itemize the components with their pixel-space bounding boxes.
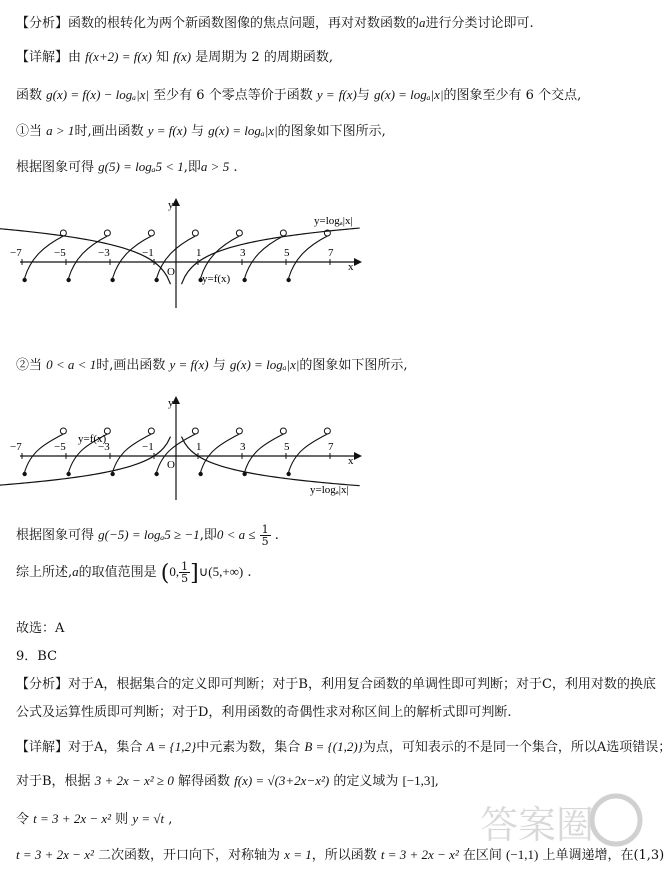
closed-point — [286, 278, 290, 282]
period-3: . — [247, 565, 252, 580]
case2-result-line — [16, 522, 646, 549]
q9-t-end: 在区间 — [462, 848, 502, 863]
summary-line — [16, 558, 646, 588]
text-func: 函数 — [16, 88, 43, 103]
period-1: . — [233, 160, 238, 175]
analysis-tag: 【分析】 — [16, 16, 69, 31]
open-point — [60, 428, 66, 434]
y-eq-f-2: y = f(x) — [169, 357, 209, 372]
y-axis-label: y — [168, 199, 174, 211]
tick-label: −5 — [54, 441, 66, 453]
tick-label: −7 — [10, 441, 22, 453]
case1-line — [16, 122, 646, 141]
f-branch — [245, 434, 284, 472]
text-zhi: 知 — [155, 50, 169, 65]
detail-line-1 — [16, 48, 646, 67]
fraction-one-fifth-2 — [179, 561, 190, 584]
summary-a: a — [72, 564, 79, 579]
y-eq-f: y = f(x) — [147, 123, 187, 138]
intersect-text: 的图象至少有 6 个交点, — [443, 88, 582, 103]
case2-end: 的图象如下图所示, — [299, 358, 408, 373]
q9-then: 则 — [115, 812, 129, 827]
y-eq: y = — [316, 87, 335, 102]
q9-a-mid: 中元素为数，集合 — [196, 740, 301, 755]
case2-mid: 时,画出函数 — [96, 358, 166, 373]
analysis-text: 函数的根转化为两个新函数图像的焦点问题，再对对数函数的 — [68, 16, 420, 31]
fx-2: f(x) — [338, 87, 357, 102]
summary-zero: 0, — [169, 564, 180, 579]
tick-label: 1 — [196, 441, 202, 453]
case1-end: 的图象如下图所示, — [277, 124, 386, 139]
tick-label: −5 — [54, 247, 66, 259]
tick-label: 7 — [328, 247, 334, 259]
tick-label: 5 — [284, 441, 290, 453]
f-branch — [289, 434, 328, 472]
case1-result-line — [16, 158, 646, 177]
q9-analysis-2: 公式及运算性质即可判断；对于D，利用函数的奇偶性求对称区间上的解析式即可判断. — [16, 705, 512, 720]
chart-case-a-gt-1 — [10, 196, 376, 316]
tick-label: 3 — [240, 441, 246, 453]
var-a: a — [419, 15, 426, 30]
q9-let: 令 — [16, 812, 30, 827]
x-axis-label: x — [348, 261, 354, 273]
q9-analysis-text: 对于A，根据集合的定义即可判断；对于B，利用复合函数的单调性即可判断；对于C，利用对数的换底 — [68, 677, 656, 692]
case1-result-math: g(5) = logₐ5 < 1 — [98, 159, 184, 174]
q9-b-mid2: 的定义域为 — [333, 774, 399, 789]
x-axis-label: x — [348, 455, 354, 467]
f-branch — [289, 236, 328, 278]
q9-a-prefix: 对于A，集合 — [68, 740, 143, 755]
case1-result-a: a > 5 — [200, 159, 230, 174]
text-and: 与 — [356, 88, 370, 103]
q9-analysis-1 — [16, 676, 656, 694]
q9-comma: , — [168, 812, 173, 827]
q9-a-end: 为点，可知表示的不是同一个集合，所以A选项错误； — [362, 740, 671, 755]
tick-label: 1 — [196, 247, 202, 259]
closed-point — [66, 278, 70, 282]
q9-b-mid: 解得函数 — [177, 774, 230, 789]
closed-point — [198, 472, 202, 476]
case1-result-mid: ,即 — [183, 160, 201, 175]
set-b: B = {(1,2)} — [304, 739, 363, 754]
summary-prefix: 综上所述, — [16, 565, 73, 580]
closed-point — [22, 472, 26, 476]
tick-label: 7 — [328, 441, 334, 453]
q9-title: 9．BC — [16, 649, 58, 664]
q9-b-prefix: 对于B，根据 — [16, 774, 91, 789]
fx: f(x) — [173, 49, 192, 64]
frac-den: 5 — [261, 535, 269, 548]
origin-label: O — [167, 266, 175, 278]
tick-label: −3 — [98, 247, 110, 259]
frac-den-2: 5 — [181, 572, 189, 585]
q9-domain: [−1,3] — [402, 773, 435, 788]
log-curve-label: y=logₐ|x| — [314, 215, 353, 227]
watermark-text: 答案圈 — [480, 803, 595, 847]
open-point — [280, 230, 286, 236]
case2-prefix: ②当 — [16, 358, 43, 373]
log-curve-label: y=logₐ|x| — [310, 484, 349, 496]
open-point — [192, 230, 198, 236]
period-2: . — [274, 528, 279, 543]
case2-condition: 0 < a < 1 — [46, 357, 97, 372]
q9-t-line-math-2: t = 3 + 2x − x² — [380, 847, 459, 862]
q9-t-mid: 二次函数，开口向下，对称轴为 — [98, 848, 281, 863]
summary-union: ∪(5,+∞) — [198, 564, 244, 579]
y-axis-label: y — [168, 397, 174, 409]
x-axis-arrow — [354, 452, 362, 460]
right-bracket: ] — [190, 561, 199, 586]
q9-t-mid2: ，所以函数 — [311, 848, 377, 863]
open-point — [280, 428, 286, 434]
case2-result-prefix: 根据图象可得 — [16, 528, 95, 543]
analysis-line — [16, 14, 646, 33]
closed-point — [22, 278, 26, 282]
text-and-3: 与 — [212, 358, 226, 373]
closed-point — [154, 278, 158, 282]
q9-y-sqrt: y = √t — [132, 811, 165, 826]
q9-fx-sqrt: f(x) = √(3+2x−x²) — [234, 773, 330, 788]
text-and-2: 与 — [190, 124, 204, 139]
open-point — [148, 230, 154, 236]
q9-analysis-tag: 【分析】 — [16, 677, 69, 692]
case2-result-math: g(−5) = logₐ5 ≥ −1 — [98, 527, 200, 542]
tick-label: −1 — [142, 247, 154, 259]
q9-detail-a — [16, 738, 671, 757]
tick-label: 5 — [284, 247, 290, 259]
closed-point — [110, 278, 114, 282]
q9-detail-tag: 【详解】 — [16, 740, 69, 755]
analysis-end: 进行分类讨论即可. — [425, 16, 534, 31]
f-branch — [25, 434, 64, 472]
zeros-text: 至少有 6 个零点等价于函数 — [153, 88, 313, 103]
left-paren: ( — [160, 561, 170, 586]
closed-point — [242, 278, 246, 282]
watermark-logo — [476, 786, 646, 872]
case2-result-a: 0 < a ≤ — [216, 527, 256, 542]
open-point — [104, 230, 110, 236]
q9-t-tail: 上单调递增，在(1,3) — [542, 848, 665, 863]
fraction-one-fifth — [260, 524, 271, 547]
closed-point — [110, 472, 114, 476]
summary-mid: 的取值范围是 — [78, 565, 157, 580]
set-a: A = {1,2} — [146, 739, 197, 754]
g-definition: g(x) = f(x) − logₐ|x| — [46, 87, 150, 102]
x-axis-arrow — [354, 258, 362, 266]
open-point — [148, 428, 154, 434]
detail-tag: 【详解】 — [16, 50, 69, 65]
g-eq-2: g(x) = logₐ|x| — [208, 123, 278, 138]
g-eq-3: g(x) = logₐ|x| — [229, 357, 300, 372]
frac-num-2: 1 — [181, 560, 189, 573]
periodic-equation: f(x+2) = f(x) — [85, 49, 152, 64]
period-text: 是周期为 2 的周期函数, — [195, 50, 333, 65]
open-point — [324, 428, 330, 434]
chart-case-0-lt-a-lt-1 — [10, 394, 376, 504]
q9-interval: (−1,1) — [506, 847, 539, 862]
case1-condition: a > 1 — [46, 123, 75, 138]
closed-point — [286, 472, 290, 476]
q9-axis: x = 1 — [284, 847, 312, 862]
detail-line-2 — [16, 86, 646, 105]
case2-line — [16, 356, 646, 375]
open-point — [236, 428, 242, 434]
tick-label: −7 — [10, 247, 22, 259]
f-curve-label: y=f(x) — [202, 273, 231, 285]
open-point — [192, 428, 198, 434]
tick-label: −3 — [98, 441, 110, 453]
g-eq: g(x) = logₐ|x| — [373, 87, 444, 102]
choose-line: 故选：A — [16, 621, 65, 636]
case1-result-prefix: 根据图象可得 — [16, 160, 95, 175]
q9-t-def: t = 3 + 2x − x² — [33, 811, 112, 826]
case1-mid: 时,画出函数 — [74, 124, 144, 139]
q9-t-line-math: t = 3 + 2x − x² — [16, 847, 94, 862]
tick-label: 3 — [240, 247, 246, 259]
q9-inequality: 3 + 2x − x² ≥ 0 — [94, 773, 174, 788]
tick-label: −1 — [142, 441, 154, 453]
closed-point — [66, 472, 70, 476]
f-curve-label: y=f(x) — [78, 433, 107, 445]
frac-num: 1 — [261, 523, 269, 536]
open-point — [236, 230, 242, 236]
origin-label: O — [167, 459, 175, 471]
q9-b-end: , — [434, 774, 439, 789]
case2-result-mid: ,即 — [199, 528, 217, 543]
case1-prefix: ①当 — [16, 124, 43, 139]
closed-point — [154, 472, 158, 476]
text-you: 由 — [68, 50, 82, 65]
